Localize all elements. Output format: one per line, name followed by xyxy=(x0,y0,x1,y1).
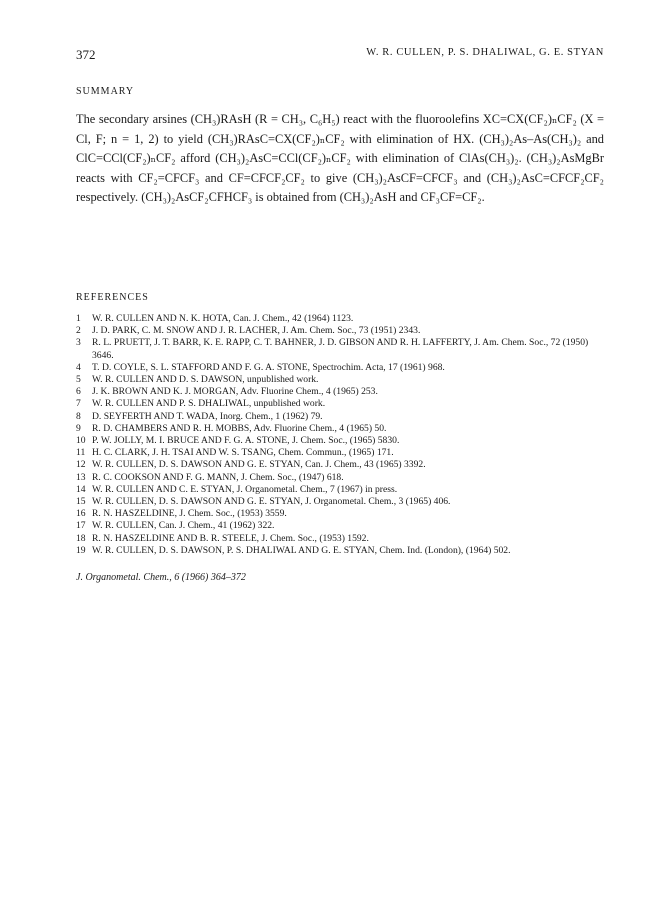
page-number: 372 xyxy=(76,47,96,62)
reference-text: W. R. CULLEN AND C. E. STYAN, J. Organometal. Chem., 7 (1967) in press. xyxy=(92,483,398,495)
reference-item xyxy=(76,398,604,410)
reference-item xyxy=(76,472,604,484)
reference-item xyxy=(76,411,604,423)
reference-text: R. D. CHAMBERS AND R. H. MOBBS, Adv. Fluorine Chem., 4 (1965) 50. xyxy=(92,422,387,434)
reference-text: R. N. HASZELDINE, J. Chem. Soc., (1953) 3559. xyxy=(92,508,287,520)
reference-number: 9 xyxy=(76,422,81,434)
reference-number: 17 xyxy=(76,520,86,532)
reference-number: 2 xyxy=(76,325,81,337)
reference-item xyxy=(76,423,604,435)
reference-number: 15 xyxy=(76,496,86,508)
reference-number: 4 xyxy=(76,361,81,373)
reference-text: W. R. CULLEN, Can. J. Chem., 41 (1962) 322. xyxy=(92,520,275,532)
reference-text: W. R. CULLEN AND N. K. HOTA, Can. J. Chem., 42 (1964) 1123. xyxy=(92,313,354,324)
reference-item xyxy=(76,484,604,496)
reference-number: 3 xyxy=(76,337,81,349)
reference-item xyxy=(76,362,604,374)
reference-number: 19 xyxy=(76,544,86,556)
reference-number: 10 xyxy=(76,435,86,447)
reference-item xyxy=(76,496,604,508)
reference-text: W. R. CULLEN AND D. S. DAWSON, unpublished work. xyxy=(92,374,319,386)
reference-item xyxy=(76,545,604,557)
reference-number: 18 xyxy=(76,532,86,544)
reference-item xyxy=(76,374,604,386)
reference-item xyxy=(76,520,604,532)
reference-text: W. R. CULLEN, D. S. DAWSON AND G. E. STYAN, J. Organometal. Chem., 3 (1965) 406. xyxy=(92,496,451,508)
reference-number: 13 xyxy=(76,471,86,483)
running-head: W. R. CULLEN, P. S. DHALIWAL, G. E. STYAN xyxy=(366,47,604,58)
reference-number: 14 xyxy=(76,483,86,495)
page-header xyxy=(76,47,604,67)
reference-text: D. SEYFERTH AND T. WADA, Inorg. Chem., 1 (1962) 79. xyxy=(92,410,323,422)
reference-item xyxy=(76,386,604,398)
references-list xyxy=(76,313,604,557)
reference-text: W. R. CULLEN, D. S. DAWSON AND G. E. STYAN, Can. J. Chem., 43 (1965) 3392. xyxy=(92,459,426,471)
reference-number: 12 xyxy=(76,459,86,471)
reference-text: J. D. PARK, C. M. SNOW AND J. R. LACHER, J. Am. Chem. Soc., 73 (1951) 2343. xyxy=(92,325,421,337)
reference-item xyxy=(76,533,604,545)
references-heading: REFERENCES xyxy=(76,292,149,303)
reference-item xyxy=(76,459,604,471)
reference-number: 7 xyxy=(76,398,81,410)
journal-citation: J. Organometal. Chem., 6 (1966) 364–372 xyxy=(76,572,246,583)
reference-number: 8 xyxy=(76,410,81,422)
reference-text: T. D. COYLE, S. L. STAFFORD AND F. G. A. STONE, Spectrochim. Acta, 17 (1961) 968. xyxy=(92,361,445,373)
reference-number: 1 xyxy=(76,313,81,324)
reference-item xyxy=(76,325,604,337)
reference-item xyxy=(76,447,604,459)
reference-number: 5 xyxy=(76,374,81,386)
reference-item xyxy=(76,313,604,325)
reference-number: 6 xyxy=(76,386,81,398)
summary-paragraph: The secondary arsines (CH₃)RAsH (R = CH₃, C₆H₅) react with the fluoroolefins XC=CX(CF₂)ₙCF₂ (X = Cl, F; n = 1, 2) to yield (CH₃)RAsC=CX(CF₂)ₙCF₂ with elimination of HX. (CH₃)₂As–As(CH₃)₂ and ClC=CCl(CF₂)ₙCF₂ afford (CH₃)₂AsC=CCl(CF₂)ₙCF₂ with elimination of ClAs(CH₃)₂. (CH₃)₂AsMgBr reacts with CF₂=CFCF₃ and CF=CFCF₂CF₂ to give (CH₃)₂AsCF=CFCF₃ and (CH₃)₂AsC=CFCF₂CF₂ respectively. (CH₃)₂AsCF₂CFHCF₃ is obtained from (CH₃)₂AsH and CF₃CF=CF₂. xyxy=(76,112,604,204)
reference-text: W. R. CULLEN, D. S. DAWSON, P. S. DHALIWAL AND G. E. STYAN, Chem. Ind. (London), (1964) 502. xyxy=(92,544,511,556)
reference-text: R. C. COOKSON AND F. G. MANN, J. Chem. Soc., (1947) 618. xyxy=(92,471,344,483)
summary-heading: SUMMARY xyxy=(76,86,135,97)
reference-text: W. R. CULLEN AND P. S. DHALIWAL, unpublished work. xyxy=(92,398,326,410)
reference-text: P. W. JOLLY, M. I. BRUCE AND F. G. A. STONE, J. Chem. Soc., (1965) 5830. xyxy=(92,435,400,447)
reference-text: J. K. BROWN AND K. J. MORGAN, Adv. Fluorine Chem., 4 (1965) 253. xyxy=(92,386,378,398)
reference-text: H. C. CLARK, J. H. TSAI AND W. S. TSANG, Chem. Commun., (1965) 171. xyxy=(92,447,394,459)
reference-item xyxy=(76,508,604,520)
reference-item xyxy=(76,337,604,361)
reference-text: R. L. PRUETT, J. T. BARR, K. E. RAPP, C. T. BAHNER, J. D. GIBSON AND R. H. LAFFERTY, J. Am. Chem. Soc., 72 (1950) 3646. xyxy=(92,337,589,361)
reference-item xyxy=(76,435,604,447)
reference-number: 11 xyxy=(76,447,86,459)
reference-text: R. N. HASZELDINE AND B. R. STEELE, J. Chem. Soc., (1953) 1592. xyxy=(92,532,369,544)
reference-number: 16 xyxy=(76,508,86,520)
